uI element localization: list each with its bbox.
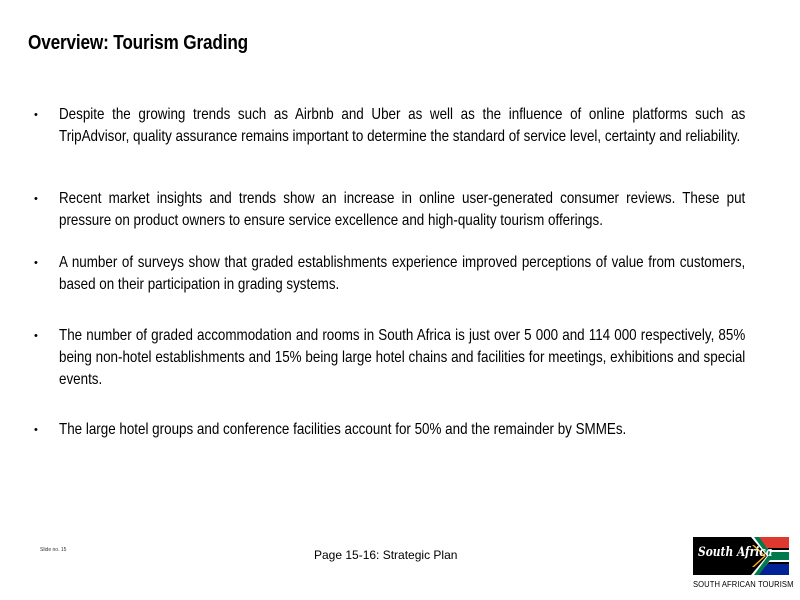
logo-wordmark: South Africa xyxy=(698,545,773,560)
bullet-marker: • xyxy=(34,424,38,436)
bullet-marker: • xyxy=(34,257,38,269)
bullet-item xyxy=(34,419,746,441)
slide-number: Slide no. 15 xyxy=(40,547,67,553)
slide-title: Overview: Tourism Grading xyxy=(28,32,248,54)
bullet-item xyxy=(34,252,746,296)
bullet-text: The number of graded accommodation and rooms in South Africa is just over 5 000 and 114 000 respectively, 85% being non-hotel establishments and 15% being large hotel chains and facilities for meetings, exhibitions and special events. xyxy=(59,327,746,388)
bullet-item xyxy=(34,104,746,148)
bullet-marker: • xyxy=(34,330,38,342)
south-african-tourism-logo xyxy=(693,537,794,591)
bullet-text: The large hotel groups and conference facilities account for 50% and the remainder by SMMEs. xyxy=(59,421,627,438)
logo-caption: SOUTH AFRICAN TOURISM xyxy=(693,580,794,589)
bullet-marker: • xyxy=(34,109,38,121)
bullet-text: Recent market insights and trends show an increase in online user-generated consumer reviews. These put pressure on product owners to ensure service excellence and high-quality tourism offerings. xyxy=(59,190,746,229)
bullet-text: Despite the growing trends such as Airbnb and Uber as well as the influence of online platforms such as TripAdvisor, quality assurance remains important to determine the standard of service level, certainty and reliability. xyxy=(59,106,746,145)
footer-page-reference: Page 15-16: Strategic Plan xyxy=(314,548,458,562)
bullet-text: A number of surveys show that graded establishments experience improved perceptions of value from customers, based on their participation in grading systems. xyxy=(59,254,746,293)
bullet-item xyxy=(34,325,746,391)
bullet-item xyxy=(34,188,746,232)
bullet-marker: • xyxy=(34,193,38,205)
